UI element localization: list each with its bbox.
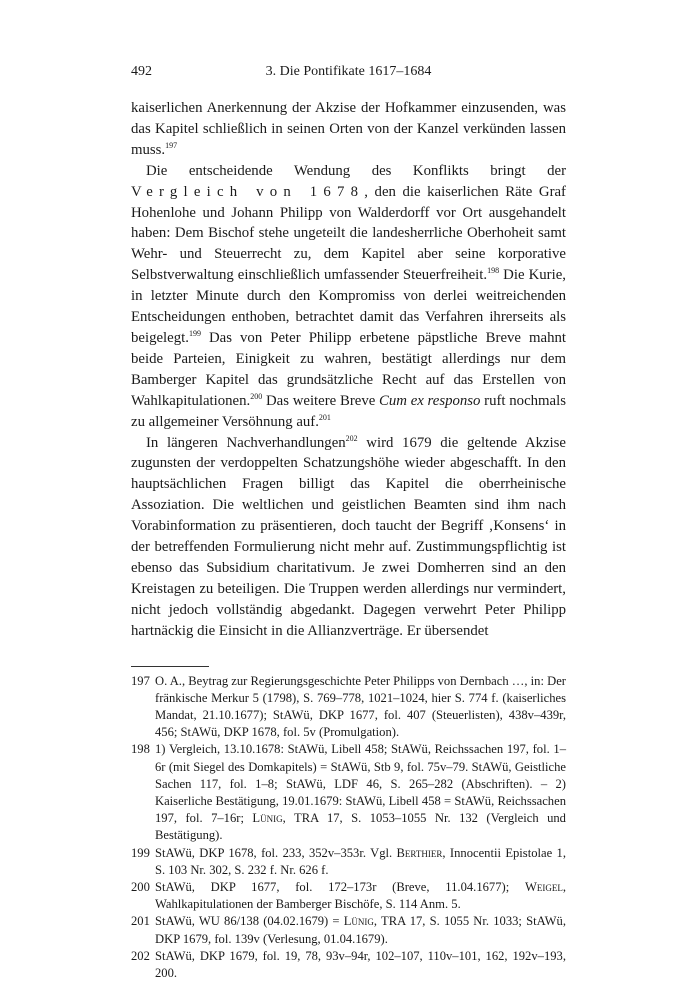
- footnote-separator: [131, 666, 209, 667]
- footnote-199: [131, 845, 566, 879]
- footnote-text: StAWü, DKP 1678, fol. 233, 352v–353r. Vgl. Berthier, Innocentii Epistolae 1, S. 103 Nr. 302, S. 232 f. Nr. 626 f.: [155, 845, 566, 877]
- footnote-number: 202: [131, 948, 150, 963]
- footnote-number: 199: [131, 845, 150, 860]
- footnote-number: 201: [131, 914, 150, 929]
- footnote-ref-201[interactable]: 201: [318, 412, 331, 422]
- footnote-ref-202[interactable]: 202: [345, 433, 358, 443]
- paragraph-3: In längeren Nachverhandlungen$^{202}$ wird 1679 die geltende Akzise zugunsten der verdoppelten Schatzungshöhe wieder abgeschafft. In den hauptsächlichen Fragen billigt das Kapitel die oberrheinische Assoziation. Die weltlichen und geistlichen Beamten sind ihm nach Vorabinformation zu präsentieren, doch taucht der Begriff ‚Konsens‘ in der betreffenden Formulierung nicht mehr auf. Zustimmungspflichtig ist ebenso das Subsidium charitativum. Je zwei Domherren sind an den Kreistagen zu beteiligen. Die Truppen werden allerdings nur vermindert, nicht jedoch vollständig abgedankt. Dagegen verwehrt Peter Philipp hartnäckig die Einsicht in die Allianzverträge. Er übersendet: [131, 433, 566, 639]
- footnote-ref-200[interactable]: 200: [250, 391, 263, 401]
- footnote-ref-197[interactable]: 197: [165, 140, 178, 150]
- author-name: Weigel: [524, 880, 563, 894]
- author-name: Lünig: [252, 811, 283, 826]
- footnote-number: 198: [131, 742, 150, 757]
- author-name: Berthier: [396, 845, 443, 860]
- footnote-text: O. A., Beytrag zur Regierungsgeschichte Peter Philipps von Dernbach …, in: Der fränkische Merkur 5 (1798), S. 769–778, 1021–1024, hier S. 774 f. (kaiserliches Mandat, 21.10.1677); StAWü, DKP 1677, fol. 407 (Steuerlisten), 438v–439r, 456; StAWü, DKP 1678, fol. 5v (Promulgation).: [155, 673, 566, 740]
- footnote-text: StAWü, WU 86/138 (04.02.1679) = Lünig, TRA 17, S. 1055 Nr. 1033; StAWü, DKP 1679, fol. 139v (Verlesung, 01.04.1679).: [155, 914, 567, 946]
- footnotes: [131, 673, 566, 983]
- footnote-text: StAWü, DKP 1679, fol. 19, 78, 93v–94r, 102–107, 110v–101, 162, 192v–193, 200.: [155, 948, 566, 981]
- footnote-198: [131, 741, 566, 844]
- main-text: [131, 98, 566, 642]
- breve-title: Cum ex responso: [379, 392, 481, 409]
- chapter-title: 3. Die Pontifikate 1617–1684: [265, 64, 432, 79]
- footnote-number: 200: [131, 880, 150, 894]
- paragraph-1: kaiserlichen Anerkennung der Akzise der Hofkammer einzusenden, was das Kapitel schließlich in seinen Orten von der Kanzel verkünden lassen muss.$^{197}$: [131, 100, 566, 158]
- footnote-ref-198[interactable]: 198: [487, 266, 500, 276]
- author-name: Lünig: [343, 914, 374, 929]
- footnote-text: StAWü, DKP 1677, fol. 172–173r (Breve, 11.04.1677); Weigel, Wahlkapitulationen der Bamberger Bischöfe, S. 114 Anm. 5.: [155, 880, 566, 912]
- book-page: [131, 64, 566, 982]
- footnote-text: 1) Vergleich, 13.10.1678: StAWü, Libell 458; StAWü, Reichssachen 197, fol. 1–6r (mit Siegel des Domkapitels) = StAWü, Stb 9, fol. 75v–79. StAWü, Geistliche Sachen 117, fol. 1–8; StAWü, LDF 46, S. 265–282 (Abschriften). – 2) Kaiserliche Bestätigung, 19.01.1679: StAWü, Libell 458 = StAWü, Reichssachen 197, fol. 7–16r; Lünig, TRA 17, S. 1053–1055 Nr. 132 (Vergleich und Bestätigung).: [155, 742, 566, 843]
- footnote-202: [131, 948, 566, 982]
- footnote-197: [131, 673, 566, 742]
- spaced-emphasis: Vergleich von 1678: [131, 183, 365, 200]
- footnote-ref-199[interactable]: 199: [188, 329, 201, 339]
- footnote-201: [131, 913, 566, 947]
- footnote-200: [131, 879, 566, 913]
- footnote-number: 197: [131, 673, 150, 688]
- running-head: [131, 64, 566, 84]
- paragraph-2: Die entscheidende Wendung des Konflikts bringt der Vergleich von 1678, den die kaiserlichen Räte Graf Hohenlohe und Johann Philipp von Walderdorff vor Ort ausgehandelt haben: Dem Bischof stehe ungeteilt die landesherrliche Oberhoheit samt Wehr- und Steuerrecht zu, dem Kapitel aber seine korporative Selbstverwaltung einschließlich umfassender Steuerfreiheit.$^{198}$ Die Kurie, in letzter Minute durch den Kompromiss von derlei weitreichenden Entscheidungen enthoben, betrachtet damit das Verfahren ihrerseits als beigelegt.$^{199}$ Das von Peter Philipp erbetene päpstliche Breve mahnt beide Parteien, Einigkeit zu wahren, bestätigt allerdings nur dem Bamberger Kapitel das grundsätzliche Recht auf das Erstellen von Wahlkapitulationen.$^{200}$ Das weitere Breve Cum ex responso ruft nochmals zu allgemeiner Versöhnung auf.$^{201}$: [131, 162, 566, 430]
- page-number: 492: [131, 64, 152, 79]
